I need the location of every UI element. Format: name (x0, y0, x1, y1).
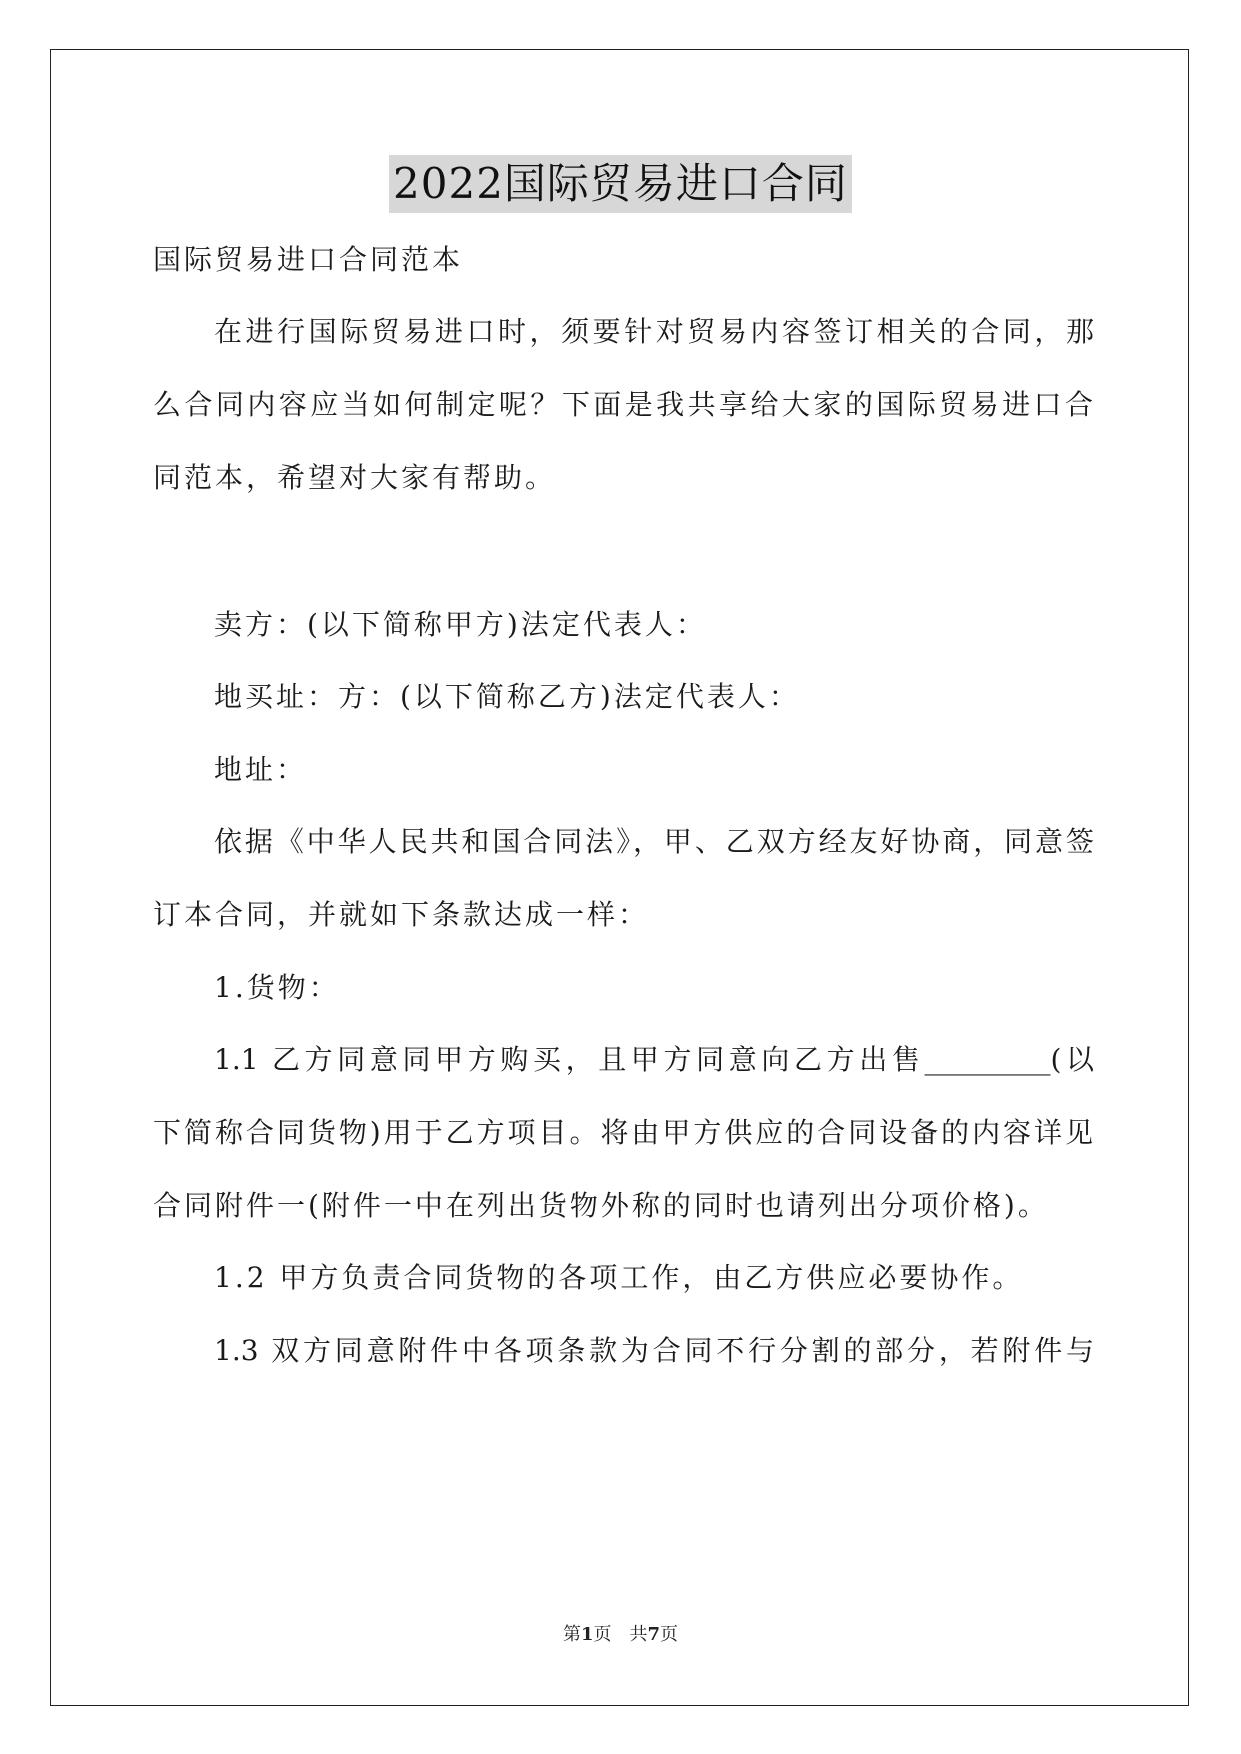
footer-page-number: 1 (580, 1624, 594, 1645)
intro-line-1: 在进行国际贸易进口时，须要针对贸易内容签订相关的合同，那 (214, 315, 1094, 348)
section-goods: 1.货物： (214, 971, 340, 1004)
footer-middle: 页 共 (593, 1624, 648, 1645)
document-title (0, 155, 1241, 215)
page-footer (0, 1623, 1241, 1647)
buyer-line: 地买址：方：(以下简称乙方)法定代表人： (214, 680, 800, 713)
clause-1-1-line-3: 合同附件一(附件一中在列出货物外称的同时也请列出分项价格)。 (153, 1189, 1049, 1222)
clause-1-2: 1.2 甲方负责合同货物的各项工作，由乙方供应必要协作。 (214, 1261, 1024, 1294)
subtitle: 国际贸易进口合同范本 (153, 243, 464, 276)
footer-prefix: 第 (562, 1624, 581, 1645)
page-border (50, 49, 1189, 1706)
clause-1-1-line-1: 1.1 乙方同意同甲方购买，且甲方同意向乙方出售_________(以 (214, 1043, 1094, 1076)
footer-suffix: 页 (660, 1624, 679, 1645)
basis-line-1: 依据《中华人民共和国合同法》，甲、乙双方经友好协商，同意签 (214, 825, 1094, 858)
seller-line: 卖方：(以下简称甲方)法定代表人： (214, 608, 707, 641)
clause-1-3: 1.3 双方同意附件中各项条款为合同不行分割的部分，若附件与 (214, 1334, 1094, 1367)
intro-line-2: 么合同内容应当如何制定呢？下面是我共享给大家的国际贸易进口合 (153, 388, 1093, 421)
intro-line-3: 同范本，希望对大家有帮助。 (153, 461, 557, 494)
clause-1-1-line-2: 下简称合同货物)用于乙方项目。将由甲方供应的合同设备的内容详见 (153, 1116, 1093, 1149)
footer-total-pages: 7 (647, 1624, 661, 1645)
basis-line-2: 订本合同，并就如下条款达成一样： (153, 898, 650, 931)
address-line: 地址： (214, 753, 308, 786)
title-text: 2022国际贸易进口合同 (389, 155, 852, 213)
